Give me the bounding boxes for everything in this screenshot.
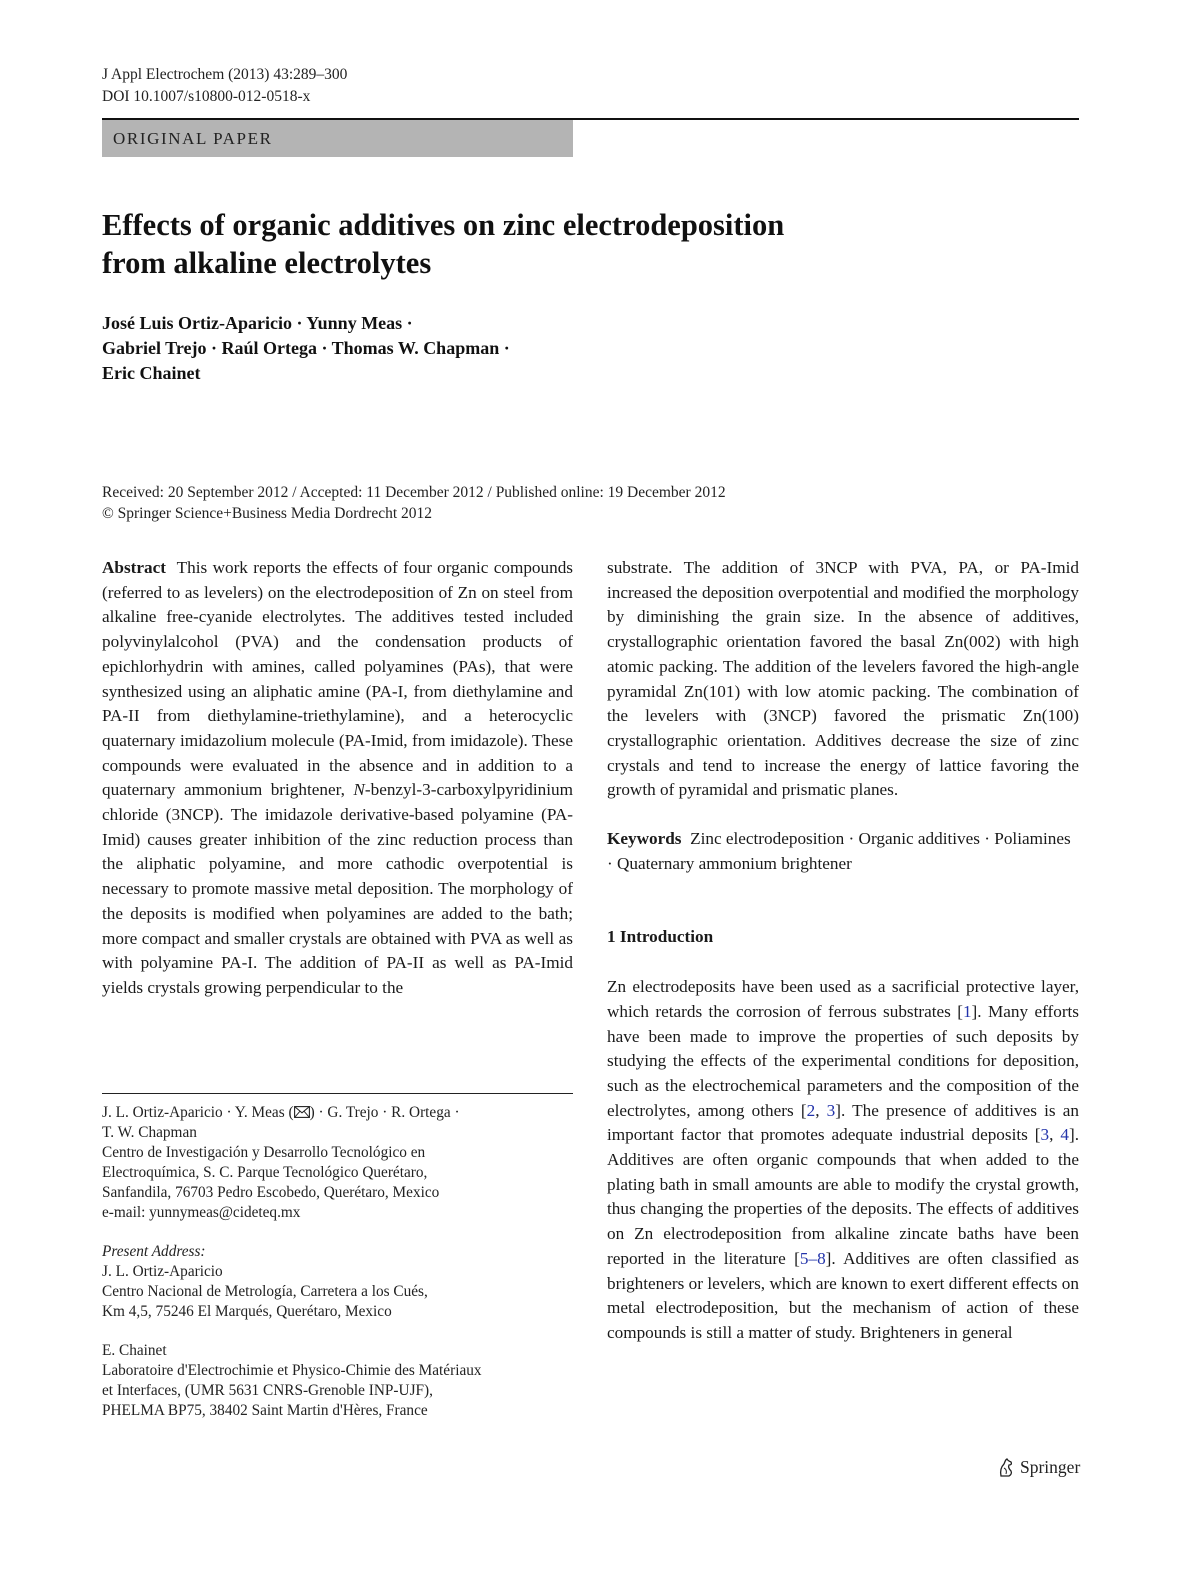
intro-text: ]. The presence of additives is an important factor that promotes adequate industrial deposits [	[607, 1100, 1079, 1145]
publisher-logo	[997, 1457, 1080, 1478]
affiliation-footnote	[102, 1103, 573, 1440]
affiliation-line: Centro Nacional de Metrología, Carretera a los Cués,	[102, 1283, 428, 1300]
citation-link[interactable]: 3	[1040, 1125, 1050, 1145]
article-title	[102, 206, 1002, 282]
publication-history	[102, 482, 1079, 524]
affiliation-line: Laboratoire d'Electrochimie et Physico-Chimie des Matériaux	[102, 1362, 482, 1379]
received-accepted-line: Received: 20 September 2012 / Accepted: 11 December 2012 / Published online: 19 December 2012	[102, 484, 726, 501]
authors-line-1: José Luis Ortiz-Aparicio · Yunny Meas ·	[102, 313, 413, 333]
affiliation-group-3	[102, 1341, 573, 1421]
section-heading-introduction: 1 Introduction	[607, 927, 714, 947]
keywords-label: Keywords	[607, 829, 682, 849]
keywords-text: Zinc electrodeposition · Organic additives · Poliamines · Quaternary ammonium brightener	[607, 829, 1071, 873]
journal-line: J Appl Electrochem (2013) 43:289–300	[102, 66, 348, 83]
right-column	[607, 556, 1079, 1346]
abstract-paragraph	[102, 556, 573, 1001]
affiliation-line: Electroquímica, S. C. Parque Tecnológico Querétaro,	[102, 1164, 428, 1181]
intro-text: ,	[1049, 1125, 1061, 1145]
citation-link[interactable]: 4	[1060, 1125, 1069, 1145]
author-list	[102, 311, 802, 386]
abstract-text-1: This work reports the effects of four organic compounds (referred to as levelers) on the electrodeposition of Zn on steel from alkaline free-cyanide electrolytes. The additives tested included polyvinylalcohol (PVA) and the condensation products of epichlorhydrin with amines, called polyamines (PAs), that were synthesized using an aliphatic amine (PA-I, from diethylamine and PA-II from diethylamine-triethylamine), and a heterocyclic quaternary imidazolium molecule (PA-Imid, from imidazole). These compounds were evaluated in the absence and in addition to a quaternary ammonium brightener,	[102, 558, 573, 800]
affiliation-group-1	[102, 1103, 573, 1223]
springer-horse-icon	[997, 1458, 1015, 1478]
abstract-label: Abstract	[102, 558, 166, 577]
intro-text: ]. Many efforts have been made to improve the properties of such deposits by studying the effects of the experimental conditions for deposition, such as the electrochemical parameters and the composition of the electrolytes, among others [	[607, 1001, 1080, 1120]
affiliation-line: Centro de Investigación y Desarrollo Tecnológico en	[102, 1144, 426, 1161]
copyright-line: © Springer Science+Business Media Dordrecht 2012	[102, 505, 433, 522]
affiliation-line: T. W. Chapman	[102, 1124, 197, 1141]
affiliation-group-2	[102, 1242, 573, 1322]
keywords-paragraph	[607, 827, 1079, 876]
present-address-label: Present Address:	[102, 1243, 206, 1260]
article-type-badge: ORIGINAL PAPER	[102, 120, 573, 157]
affiliation-authors-line: J. L. Ortiz-Aparicio · Y. Meas ( ) · G. Trejo · R. Ortega ·	[102, 1104, 460, 1121]
affiliation-line: PHELMA BP75, 38402 Saint Martin d'Hères, France	[102, 1402, 428, 1419]
abstract-continuation: substrate. The addition of 3NCP with PVA, PA, or PA-Imid increased the deposition overpotential and modified the morphology by diminishing the grain size. In the absence of additives, crystallographic orientation favored the basal Zn(002) with high atomic packing. The addition of the levelers favored the high-angle pyramidal Zn(101) with low atomic packing. The combination of the levelers with (3NCP) favored the prismatic Zn(100) crystallographic orientation. Additives decrease the size of zinc crystals and tend to increase the energy of lattice favoring the growth of pyramidal and prismatic planes.	[607, 558, 1079, 800]
authors-line-3: Eric Chainet	[102, 363, 201, 383]
intro-text: ]. Additives are often organic compounds that when added to the plating bath in small amounts are able to modify the crystal growth, thus changing the properties of the deposits. The effects of additives on Zn electrodeposition from alkaline zincate baths have been reported in the literature [	[607, 1125, 1080, 1268]
affiliation-line: J. L. Ortiz-Aparicio	[102, 1263, 223, 1280]
citation-link[interactable]: 1	[962, 1001, 972, 1021]
affiliation-line: E. Chainet	[102, 1342, 167, 1359]
intro-text: ,	[815, 1100, 827, 1120]
email-line[interactable]: e-mail: yunnymeas@cideteq.mx	[102, 1204, 301, 1221]
title-line-2: from alkaline electrolytes	[102, 246, 432, 280]
citation-link[interactable]: 2	[806, 1100, 816, 1120]
affiliation-line: Sanfandila, 76703 Pedro Escobedo, Querétaro, Mexico	[102, 1184, 440, 1201]
abstract-column	[102, 556, 573, 1001]
intro-text: Zn electrodeposits have been used as a sacrificial protective layer, which retards the corrosion of ferrous substrates [	[607, 977, 1079, 1021]
abstract-text-2: -benzyl-3-carboxylpyridinium chloride (3NCP). The imidazole derivative-based polyamine (PA-Imid) causes greater inhibition of the zinc reduction process than the aliphatic polyamine, and more cathodic overpotential is necessary to promote massive metal deposition. The morphology of the deposits is modified when polyamines are added to the bath; more compact and smaller crystals are obtained with PVA as well as with polyamine PA-I. The addition of PA-II as well as PA-Imid yields crystals growing perpendicular to the	[102, 780, 573, 997]
affiliation-line: et Interfaces, (UMR 5631 CNRS-Grenoble INP-UJF),	[102, 1382, 433, 1399]
doi-line: DOI 10.1007/s10800-012-0518-x	[102, 88, 311, 105]
citation-link[interactable]: 3	[826, 1100, 836, 1120]
citation-link[interactable]: 5–8	[799, 1248, 826, 1268]
abstract-italic-n: N	[353, 780, 365, 800]
introduction-paragraph	[607, 975, 1079, 1346]
authors-line-2: Gabriel Trejo · Raúl Ortega · Thomas W. Chapman ·	[102, 338, 510, 358]
footnote-rule	[102, 1093, 573, 1094]
journal-citation	[102, 64, 347, 108]
publisher-name: Springer	[1020, 1457, 1081, 1477]
intro-text: ]. Additives are often classified as brighteners or levelers, which are known to exert different effects on metal electrodeposition, but the mechanism of action of these compounds is still a matter of study. Brighteners in general	[607, 1248, 1079, 1342]
envelope-icon	[294, 1104, 310, 1115]
affiliation-line: Km 4,5, 75246 El Marqués, Querétaro, Mexico	[102, 1303, 392, 1320]
title-line-1: Effects of organic additives on zinc electrodeposition	[102, 208, 785, 242]
